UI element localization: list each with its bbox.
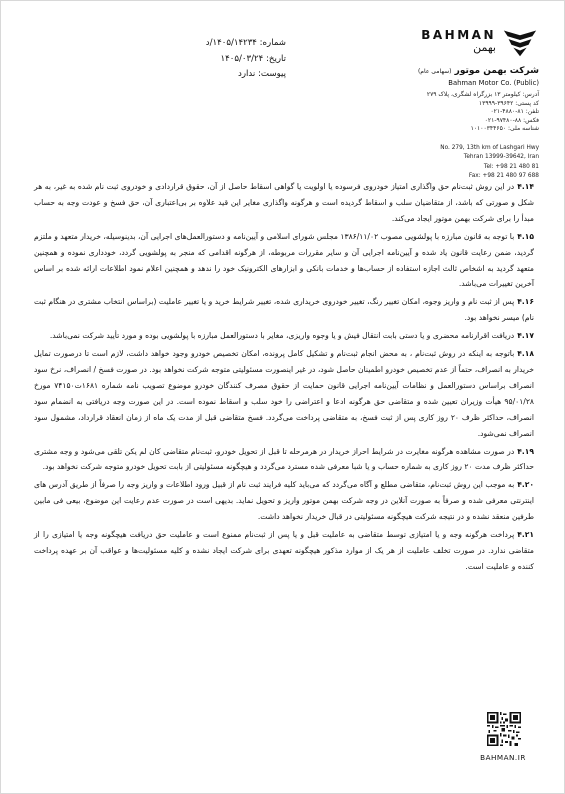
phone-en: Tel: +98 21 480 81 [483,163,539,170]
clause-number: ۴.۱۴ [517,182,534,191]
address-en: No. 279, 13th km of Lashgari Hwy [440,145,539,151]
letter-date-value: ۱۴۰۵/۰۳/۲۴ [220,53,264,64]
phone-fa: تلفن: ۸۱-۴۸۸۰-۰۲۱ [490,108,539,116]
clause-number: ۴.۱۵ [517,231,534,241]
clause-4-19 [34,444,534,476]
clause-text: دریافت اقرارنامه محضری و یا دستی بابت انتقال فیش و یا وجوه واریزی، مغایر با دستورالعمل مبارزه با پولشویی بوده و مورد تأیید شرکت نمی‌باشد. [49,331,515,341]
company-name-fa [379,66,539,76]
clause-4-16 [34,294,534,326]
clause-number: ۴.۱۷ [517,331,534,341]
letter-attachment-value: ندارد [238,69,256,79]
website-link[interactable]: BAHMAN.IR [480,753,526,762]
letter-attachment-row [116,67,286,83]
fax-fa: فکس: ۸۸-۹۷۴۸۰-۰۲۱ [484,116,539,124]
clause-number: ۴.۲۱ [517,530,534,540]
logo-row [379,22,539,60]
company-name-en: Bahman Motor Co. (Public) [448,79,539,87]
clause-text: باتوجه به اینکه در روش ثبت‌نام ، به محض انجام ثبت‌نام و تشکیل کامل پرونده، امکان تخصیص خودرو وجود خواهد داشت، لازم است تا درصورت تمایل خریدار به انصراف، حتماً از عدم تخصیص خودرو اطمینان حاصل شود، در غیر اینصورت مسئولیتی متوجه شرکت نخواهد بود. در صورت فسخ / انصراف، نرخ سود انصراف براساس دستورالعمل و نظامات آیین‌نامه اجرایی قانون حمایت از حقوق مصرف کنندگان خودرو موضوع تصویب نامه شماره ۱۶۸۱ت۷۴۱۵۰ مورخ ۹۵/۰۱/۲۸ هیأت وزیران تعیین شده و متقاضی حق هرگونه ادعا و اعتراضی را خود سلب و اسقاط نموده است. در این صورت وجه دریافتی به انضمام سود انصراف، حداکثر ظرف ۲۰ روز کاری پس از ثبت فسخ، به متقاضی پرداخت می‌گردد. فسخ متقاضی قبل از مدت یک ماه از زمان انعقاد قرارداد، مشمول سود انصراف نمی‌شود. [34,349,534,438]
letter-number-row [116,36,286,52]
city-en: Tehran 13999-39642, Iran [463,154,539,161]
clause-number: ۴.۱۹ [517,446,534,456]
company-name-fa-text: شرکت بهمن موتور [454,66,539,76]
company-type-fa: (سهامی عام) [417,68,452,75]
clause-4-18 [34,346,534,441]
clause-number: ۴.۱۸ [517,349,534,359]
postal-fa: کد پستی: ۳۹۶۴۲-۱۳۹۹۹ [478,99,539,107]
brand-latin: BAHMAN [421,28,496,42]
address-fa: آدرس: کیلومتر ۱۳ بزرگراه لشگری، پلاک ۲۷۹ [426,91,539,98]
contact-en [379,144,539,181]
letter-body [34,179,534,577]
brand-persian: بهمن [473,41,496,54]
letter-attachment-label: پیوست: [258,69,286,79]
clause-text: پرداخت هرگونه وجه و یا امتیازی توسط متقاضی به عاملیت قبل و یا پس از ثبت‌نام ممنوع است و عاملیت حق دریافت هیچگونه وجه یا امتیازی را از متقاضی ندارد. در صورت تخلف عاملیت از هر یک از موارد مذکور هیچگونه تعهدی برای شرکت ایجاد نشده و کلیه مسئولیت‌ها و عواقب آن بر عهده پرداخت کننده و عاملیت است. [34,530,534,571]
clause-4-15 [34,229,534,293]
letter-date-label: تاریخ: [266,53,286,64]
letter-date-row [116,52,286,68]
brand-wordmark [421,28,496,54]
fax-en: Fax: +98 21 480 97 688 [468,172,539,179]
clause-text: در این روش ثبت‌نام حق واگذاری امتیاز خودروی فرسوده یا اولویت یا گواهی اسقاط حاصل از آن، حقوق قراردادی و خودروی ثبت نام شده به غیر، به هر شکل و صورتی که باشد، از متقاضیان سلب و اسقاط گردیده است و هرگونه واگذاری مغایر این قید علاوه بر بی‌اعتباری آن، حق فسخ و عودت وجه به حساب مبدأ را برای شرکت بهمن موتور ایجاد می‌کند. [34,182,534,223]
letter-number-value: ۱۴۰۵/۱۴۲۳۴/د [205,38,257,48]
national-id-fa: شناسه ملی: ۱۰۱۰۰۳۴۴۶۵۰ [470,125,539,133]
bahman-logo-icon [501,22,539,60]
clause-4-14 [34,179,534,227]
clause-text: پس از ثبت نام و واریز وجوه، امکان تغییر رنگ، تغییر خودروی خریداری شده، تغییر شرایط خرید و یا تغییر عاملیت (براساس انتخاب مشتری در هنگام ثبت نام) میسر نخواهد بود. [34,297,534,323]
letter-meta [116,36,286,83]
clause-4-20 [34,477,534,525]
clause-number: ۴.۲۰ [517,480,534,490]
clause-text: با توجه به قانون مبارزه با پولشویی مصوب ۱۳۸۶/۱۱/۰۲ مجلس شورای اسلامی و آیین‌نامه و دستورالعمل‌های اجرایی آن، بدینوسیله، خریدار متعهد و ملتزم گردید، ضمن رعایت قانون یاد شده و آیین‌نامه اجرایی آن و سایر مقررات مربوطه، از هرگونه اقدامی که منجر به پولشویی گردد، خودداری نموده و همچنین متعهد گردید به اشخاص ثالث اجازه استفاده از حساب‌ها و خدمات بانکی و ابزارهای الکترونیک خود را ندهد و همچنین اعلام نمود اطلاعات ارائه شده بر اساس آخرین تغییرات می‌باشد. [34,231,534,289]
qr-code-icon[interactable] [487,712,521,746]
contact-fa [379,91,539,134]
clause-4-17 [34,328,534,344]
clause-number: ۴.۱۶ [517,297,534,307]
clause-4-21 [34,527,534,575]
brand-block [379,22,539,87]
clause-text: به موجب این روش ثبت‌نام، متقاضی مطلع و آگاه می‌گردد که می‌باید کلیه فرایند ثبت نام از قبیل ورود اطلاعات و واریز وجه را صرفاً از طریق آدرس های اینترنتی معرفی شده و صرفاً به صورت آنلاین در وجه شرکت بهمن موتور واریز و تحویل نماید. بدیهی است در صورت عدم رعایت این موضوع، بیعی فی مابین طرفین منعقد نشده و در نتیجه شرکت هیچگونه مسئولیتی در قبال خریدار نخواهد داشت. [34,480,534,522]
letter-number-label: شماره: [259,38,286,48]
clause-text: در صورت مشاهده هرگونه مغایرت در شرایط احراز خریدار در هرمرحله تا قبل از تحویل خودرو، ثبت‌نام متقاضی کان لم یکن تلقی می‌شود و وجه مشتری حداکثر ظرف مدت ۲۰ روز کاری به شماره حساب و یا شبا معرفی شده مسترد می‌گردد و هیچگونه مسئولیتی از بابت تحویل خودرو متوجه شرکت نخواهد بود. [34,446,534,472]
